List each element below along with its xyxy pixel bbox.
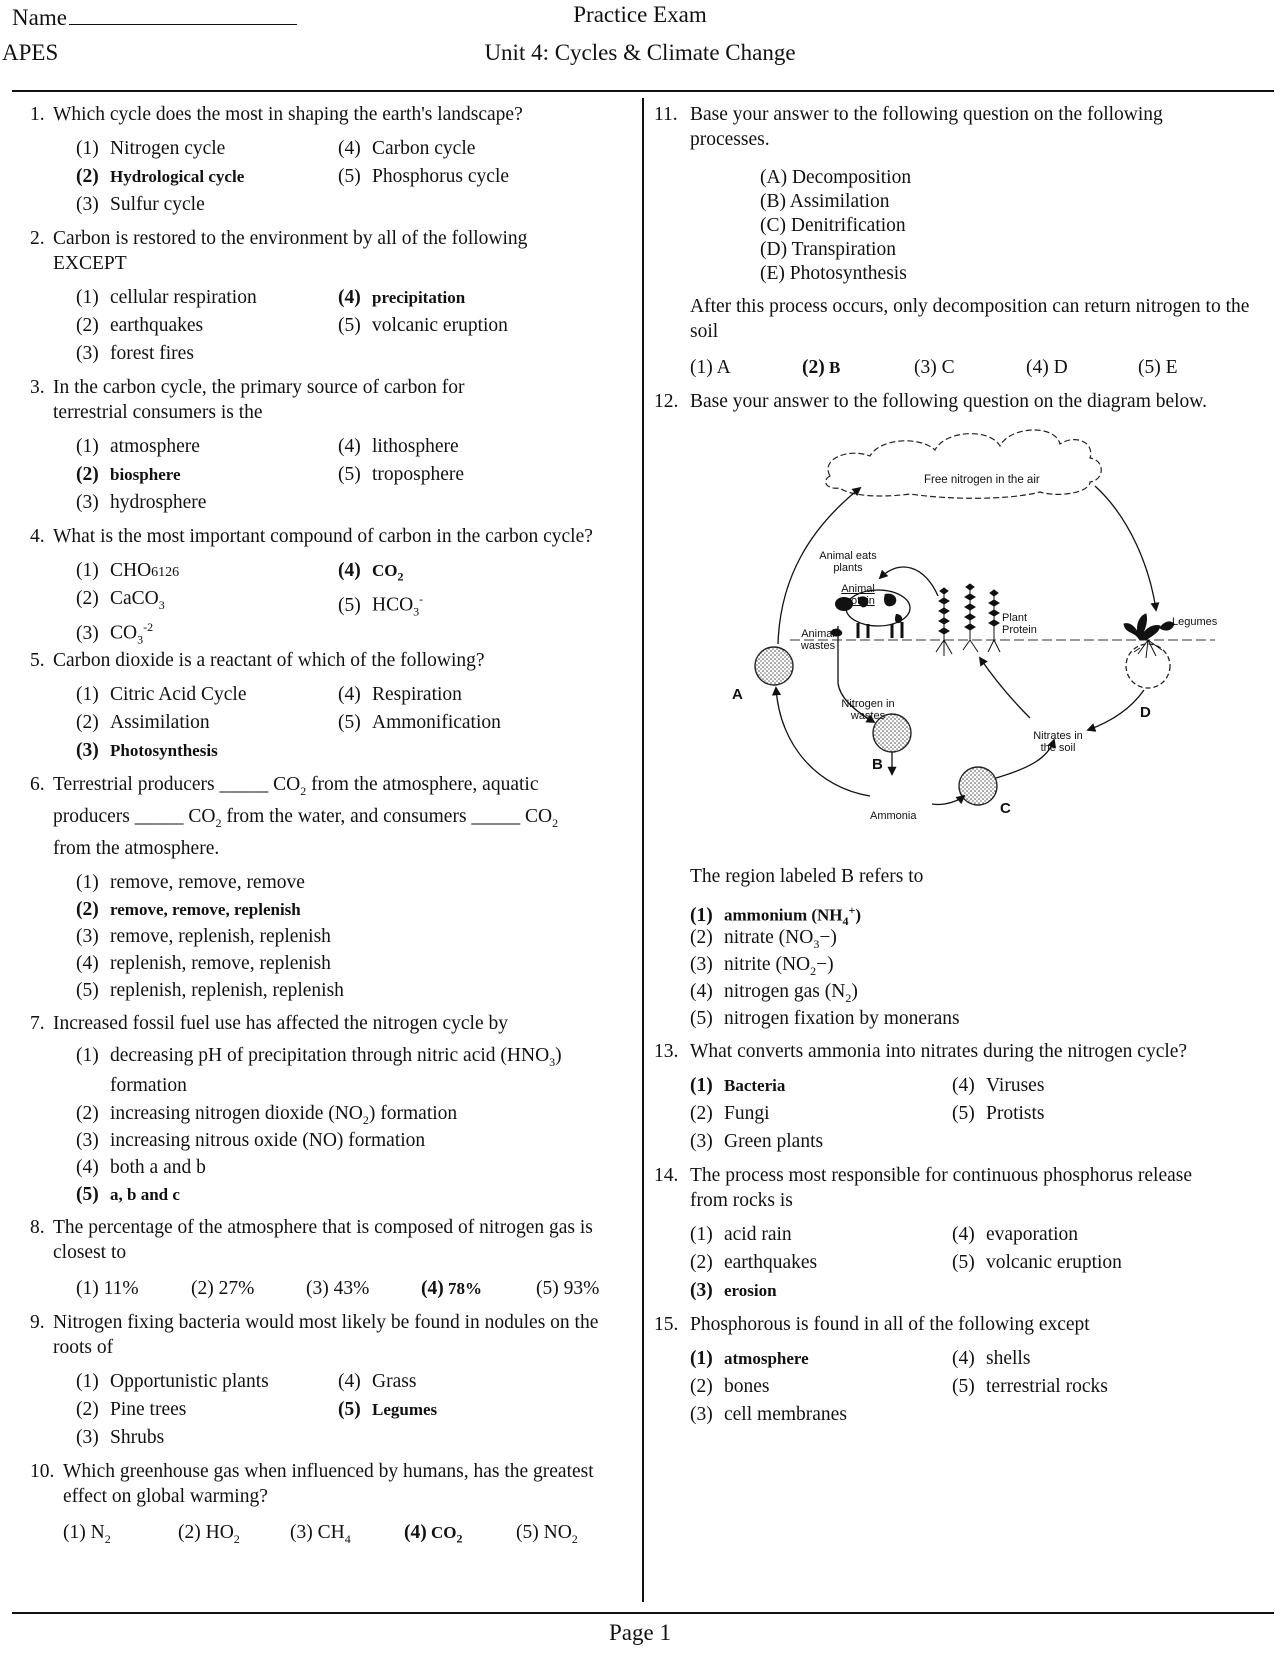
option-1[interactable]: (1) decreasing pH of precipitation through nitric acid $(HNO_3)$ formation — [76, 1044, 562, 1096]
question-number: 10. — [30, 1460, 55, 1482]
question-text: Base your answer to the following question on the following processes. — [690, 104, 1163, 150]
option-2[interactable]: (2) $HO_2$ — [178, 1521, 240, 1546]
process-item: (D) Transpiration — [760, 239, 896, 260]
option-2[interactable]: (2) bones — [690, 1376, 770, 1397]
option-3[interactable]: (3) $CH_4$ — [290, 1521, 351, 1546]
option-3-correct[interactable]: (3) erosion — [690, 1280, 777, 1301]
option-4[interactable]: (4) Respiration — [338, 684, 462, 705]
option-1[interactable]: (1) 11% — [76, 1277, 139, 1299]
option-4[interactable]: (4) Grass — [338, 1370, 417, 1392]
option-2[interactable]: (2) earthquakes — [690, 1252, 818, 1273]
label-plant-protein: Plant Protein — [1002, 612, 1037, 636]
option-3[interactable]: (3) forest fires — [76, 343, 194, 364]
option-2[interactable]: (2) nitrate $(NO_3-)$ — [690, 927, 837, 951]
answer-options — [53, 284, 636, 368]
option-4[interactable]: (4) lithosphere — [338, 436, 459, 457]
option-5[interactable]: (5) E — [1138, 357, 1178, 378]
answer-options — [53, 869, 636, 1004]
question-number: 4. — [30, 526, 45, 547]
option-4[interactable]: (4) Viruses — [952, 1075, 1045, 1096]
option-3[interactable]: (3) Green plants — [690, 1131, 824, 1152]
question-text: Increased fossil fuel use has affected the nitrogen cycle by — [53, 1012, 508, 1034]
option-2[interactable]: (2) earthquakes — [76, 315, 204, 336]
option-1-correct[interactable]: (1) atmosphere — [690, 1348, 809, 1369]
option-5[interactable]: (5) $HCO_3^-$ — [338, 592, 424, 619]
process-item: (A) Decomposition — [760, 167, 912, 188]
question-6 — [30, 772, 636, 1004]
answer-options — [63, 1519, 636, 1547]
option-1[interactable]: (1) remove, remove, remove — [76, 871, 305, 893]
option-4-correct[interactable]: (4) $CO_2$ — [338, 560, 404, 584]
circle-a — [755, 647, 793, 685]
header-rule — [12, 90, 1274, 92]
option-4[interactable]: (4) D — [1026, 357, 1068, 378]
question-number: 14. — [654, 1165, 679, 1186]
option-4[interactable]: (4) evaporation — [952, 1224, 1079, 1245]
question-14 — [654, 1163, 1266, 1305]
column-divider — [642, 98, 644, 1602]
option-2-correct[interactable]: (2) remove, remove, replenish — [76, 898, 301, 920]
option-2-correct[interactable]: (2) biosphere — [76, 464, 181, 485]
question-text: Which greenhouse gas when influenced by humans, has the greatest effect on global warming? — [63, 1460, 594, 1507]
option-5[interactable]: (5) terrestrial rocks — [952, 1376, 1108, 1397]
option-1[interactable]: (1) $N_2$ — [63, 1521, 111, 1546]
label-nitrates-in-soil: Nitrates in the soil — [1033, 730, 1083, 754]
question-prompt: The region labeled B refers to — [690, 866, 924, 887]
label-letter-c: C — [1000, 800, 1011, 817]
option-4[interactable]: (4) nitrogen gas $(N_2)$ — [690, 981, 858, 1005]
option-3[interactable]: (3) hydrosphere — [76, 492, 207, 513]
circle-c — [959, 767, 997, 805]
question-5 — [30, 648, 636, 765]
label-ammonia: Ammonia — [870, 810, 917, 822]
arrow-air-to-legumes — [1095, 486, 1156, 610]
answer-options — [690, 1345, 1266, 1429]
label-animal-wastes: Animal wastes — [800, 628, 836, 652]
option-2[interactable]: (2) 27% — [191, 1277, 255, 1299]
cloud-shape — [826, 430, 1102, 498]
answer-options — [53, 557, 636, 647]
page-number: Page 1 — [609, 1620, 671, 1645]
question-text: In the carbon cycle, the primary source of carbon for terrestrial consumers is the — [53, 377, 465, 423]
option-2-correct[interactable]: (2) B — [802, 357, 841, 378]
footer-rule — [12, 1612, 1274, 1614]
option-1-correct[interactable]: (1) Bacteria — [690, 1075, 786, 1096]
question-number: 9. — [30, 1311, 45, 1333]
option-1[interactable]: (1) Citric Acid Cycle — [76, 684, 247, 705]
option-4-correct[interactable]: (4) precipitation — [338, 287, 466, 308]
arrow-ammonia-to-c — [932, 796, 964, 804]
option-1-correct[interactable]: (1) ammonium $(NH_4^+)$ — [690, 903, 862, 929]
question-7 — [30, 1011, 636, 1208]
label-letter-b: B — [872, 756, 883, 773]
option-2[interactable]: (2) Fungi — [690, 1103, 770, 1124]
question-number: 11. — [654, 104, 678, 125]
option-5-correct[interactable]: (5) Legumes — [338, 1398, 438, 1420]
question-text: Nitrogen fixing bacteria would most likely be found in nodules on the roots of — [53, 1311, 599, 1358]
option-5[interactable]: (5) Ammonification — [338, 712, 501, 733]
question-text: Phosphorous is found in all of the following except — [690, 1314, 1090, 1335]
answer-options — [690, 1072, 1266, 1156]
label-legumes: Legumes — [1172, 616, 1218, 628]
option-5[interactable]: (5) Phosphorus cycle — [338, 166, 510, 187]
option-4[interactable]: (4) both a and b — [76, 1156, 206, 1178]
option-4[interactable]: (4) shells — [952, 1348, 1031, 1369]
question-text: What is the most important compound of carbon in the carbon cycle? — [53, 526, 593, 547]
option-1[interactable]: (1) CHO6126 — [76, 560, 180, 581]
label-letter-a: A — [732, 686, 743, 703]
question-text: The process most responsible for continuous phosphorus release from rocks is — [690, 1165, 1193, 1211]
label-letter-d: D — [1140, 704, 1151, 721]
question-13 — [654, 1039, 1266, 1156]
question-number: 7. — [30, 1012, 45, 1034]
option-3[interactable]: (3) increasing nitrous oxide (NO) formation — [76, 1129, 426, 1151]
option-5[interactable]: (5) volcanic eruption — [338, 315, 508, 336]
process-item: (C) Denitrification — [760, 215, 906, 236]
question-number: 13. — [654, 1041, 679, 1062]
option-5[interactable]: (5) volcanic eruption — [952, 1252, 1122, 1273]
question-text: What converts ammonia into nitrates during the nitrogen cycle? — [690, 1041, 1188, 1062]
plant-figures — [936, 584, 1000, 656]
option-3[interactable]: (3) Sulfur cycle — [76, 194, 205, 215]
option-2-correct[interactable]: (2) Hydrological cycle — [76, 166, 245, 187]
label-free-nitrogen: Free nitrogen in the air — [924, 474, 1040, 486]
question-12 — [654, 389, 1266, 1032]
page-title: Practice Exam — [573, 2, 707, 27]
answer-options — [690, 1221, 1266, 1305]
option-5[interactable]: (5) 93% — [536, 1277, 600, 1299]
option-1[interactable]: (1) Opportunistic plants — [76, 1370, 269, 1392]
question-9 — [30, 1310, 636, 1452]
option-5[interactable]: (5) replenish, replenish, replenish — [76, 979, 344, 1001]
option-3-correct[interactable]: (3) Photosynthesis — [76, 740, 218, 761]
course-label: APES — [2, 40, 59, 65]
question-2 — [30, 226, 636, 368]
question-number: 5. — [30, 650, 45, 671]
right-column — [654, 102, 1266, 1436]
option-5-correct[interactable]: (5) a, b and c — [76, 1183, 180, 1205]
question-1 — [30, 102, 636, 219]
option-1[interactable]: (1) cellular respiration — [76, 287, 257, 308]
arrow-d-to-nitrates — [1088, 690, 1144, 730]
answer-options — [53, 1275, 636, 1303]
question-11 — [654, 102, 1266, 382]
process-item: (B) Assimilation — [760, 191, 890, 212]
option-4-correct[interactable]: (4) $CO_2$ — [404, 1521, 463, 1546]
label-animal-protein: Animal protein — [841, 583, 875, 607]
option-1[interactable]: (1) atmosphere — [76, 436, 200, 457]
option-4-correct[interactable]: (4) 78% — [421, 1277, 482, 1299]
question-number: 8. — [30, 1216, 45, 1238]
nitrogen-cycle-diagram — [710, 418, 1230, 858]
answer-options — [53, 1044, 636, 1208]
name-label: Name — [12, 5, 67, 30]
question-number: 2. — [30, 228, 45, 249]
option-1[interactable]: (1) Nitrogen cycle — [76, 138, 226, 159]
label-nitrogen-in-wastes: Nitrogen in wastes — [841, 698, 895, 722]
answer-options — [53, 433, 636, 517]
question-text: Carbon dioxide is a reactant of which of the following? — [53, 650, 485, 671]
option-3[interactable]: (3) nitrite $(NO_2-)$ — [690, 954, 834, 978]
question-text: Base your answer to the following question on the diagram below. — [690, 391, 1207, 412]
question-4 — [30, 524, 636, 647]
question-number: 3. — [30, 377, 45, 398]
label-animal-eats-plants: Animal eats plants — [819, 550, 877, 574]
question-text: Carbon is restored to the environment by all of the following EXCEPT — [53, 228, 528, 274]
question-text: Which cycle does the most in shaping the earth's landscape? — [53, 104, 523, 125]
option-4[interactable]: (4) Carbon cycle — [338, 138, 476, 159]
question-15 — [654, 1312, 1266, 1429]
option-5[interactable]: (5) $NO_2$ — [516, 1521, 578, 1546]
option-3[interactable]: (3) cell membranes — [690, 1404, 847, 1425]
answer-options — [53, 681, 636, 765]
option-5[interactable]: (5) troposphere — [338, 464, 465, 485]
option-3[interactable]: (3) C — [914, 357, 955, 378]
option-2[interactable]: (2) increasing nitrogen dioxide $(NO_2)$ formation — [76, 1102, 458, 1127]
question-number: 12. — [654, 391, 679, 412]
option-3[interactable]: (3) remove, replenish, replenish — [76, 925, 331, 947]
answer-options — [690, 354, 1266, 382]
circle-d — [1126, 644, 1170, 688]
question-text: The percentage of the atmosphere that is composed of nitrogen gas is closest to — [53, 1216, 593, 1263]
answer-options — [53, 1368, 636, 1452]
question-prompt: After this process occurs, only decomposition can return nitrogen to the soil — [690, 296, 1250, 342]
question-10 — [30, 1459, 636, 1547]
question-3 — [30, 375, 636, 517]
arrow-nitrates-to-plants — [980, 658, 1030, 718]
option-5[interactable]: (5) Protists — [952, 1103, 1045, 1124]
option-2[interactable]: (2) CaCO$_3$ — [76, 588, 165, 612]
question-number: 1. — [30, 104, 45, 125]
question-number: 6. — [30, 774, 45, 795]
option-3[interactable]: (3) Shrubs — [76, 1426, 165, 1448]
option-2[interactable]: (2) Pine trees — [76, 1398, 187, 1420]
option-5[interactable]: (5) nitrogen fixation by monerans — [690, 1008, 960, 1029]
question-number: 15. — [654, 1314, 679, 1335]
process-item: (E) Photosynthesis — [760, 263, 907, 284]
option-2[interactable]: (2) Assimilation — [76, 712, 210, 733]
process-list — [690, 166, 1266, 286]
option-3[interactable]: (3) 43% — [306, 1277, 370, 1299]
left-column — [30, 102, 636, 1554]
answer-options — [690, 897, 1266, 1032]
option-1[interactable]: (1) acid rain — [690, 1224, 792, 1245]
option-4[interactable]: (4) replenish, remove, replenish — [76, 952, 331, 974]
question-8 — [30, 1215, 636, 1303]
page-subtitle: Unit 4: Cycles & Climate Change — [484, 40, 796, 65]
option-1[interactable]: (1) A — [690, 357, 731, 378]
question-text: Terrestrial producers _____ $CO_2$ from the atmosphere, aquatic producers _____ $CO_2$ from the water, and consumers _____ $CO_2$ from the atmosphere. — [53, 774, 559, 859]
answer-options — [53, 135, 636, 219]
option-3[interactable]: (3) $CO_3^{-2}$ — [76, 620, 154, 647]
